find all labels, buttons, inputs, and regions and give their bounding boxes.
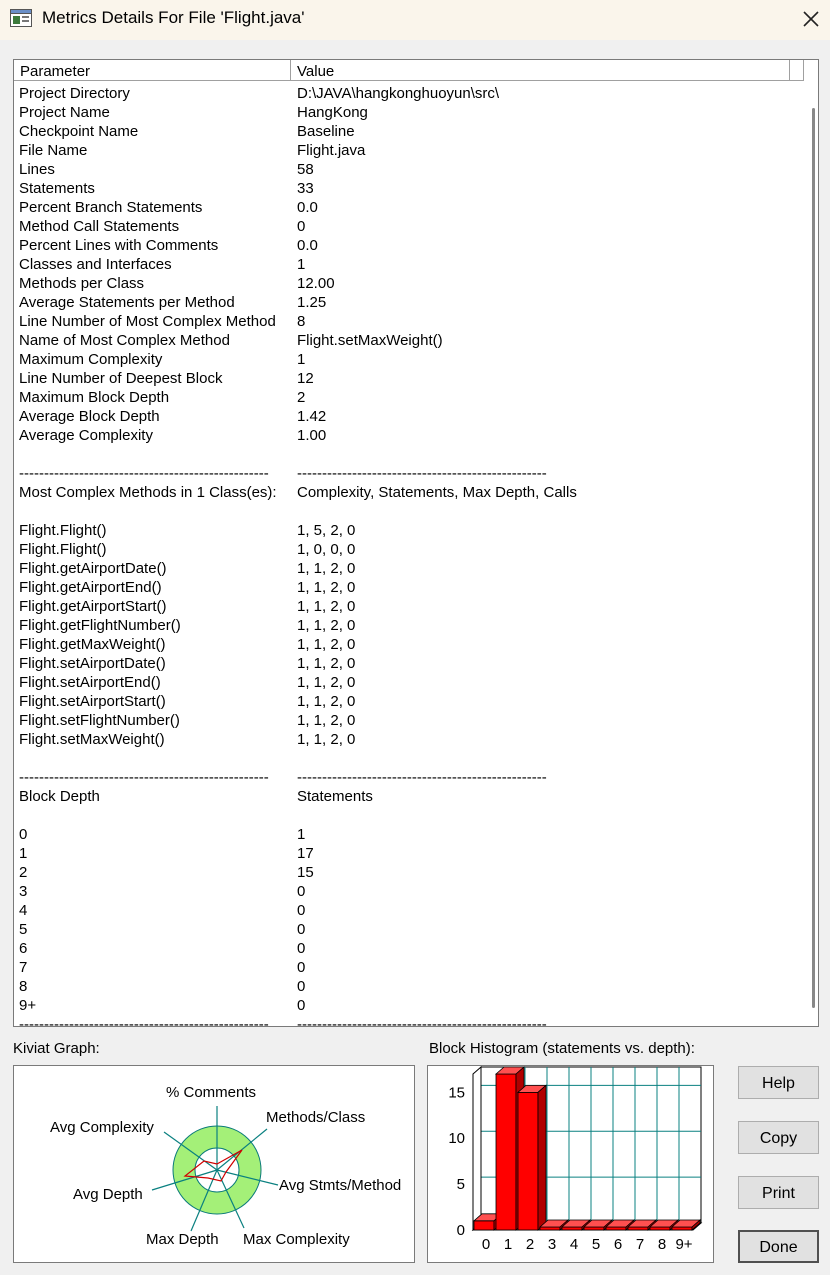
value-cell: 0: [297, 978, 306, 995]
parameter-cell: 4: [19, 902, 28, 919]
metrics-list-view[interactable]: [13, 59, 819, 1027]
histogram-x-tick-label: 5: [591, 1236, 601, 1253]
table-row[interactable]: [19, 617, 799, 636]
parameter-cell: 0: [19, 826, 28, 843]
value-cell: 1, 1, 2, 0: [297, 712, 356, 729]
value-cell: 8: [297, 313, 306, 330]
value-cell: 0: [297, 902, 306, 919]
table-row[interactable]: [19, 503, 799, 522]
histogram-panel: [427, 1065, 714, 1263]
parameter-cell: Classes and Interfaces: [19, 256, 172, 273]
print-button[interactable]: Print: [738, 1176, 819, 1209]
table-row[interactable]: [19, 712, 799, 731]
table-row[interactable]: [19, 579, 799, 598]
parameter-cell: Flight.setAirportStart(): [19, 693, 166, 710]
block-histogram-chart: [428, 1066, 713, 1262]
table-row[interactable]: [19, 85, 799, 104]
value-cell: 15: [297, 864, 314, 881]
value-cell: 17: [297, 845, 314, 862]
parameter-cell: Flight.setAirportEnd(): [19, 674, 161, 691]
histogram-bar: [496, 1074, 516, 1230]
parameter-cell: 6: [19, 940, 28, 957]
histogram-bar: [628, 1227, 648, 1230]
parameter-cell: Most Complex Methods in 1 Class(es):: [19, 484, 277, 501]
help-button[interactable]: Help: [738, 1066, 819, 1099]
title-bar: [0, 0, 830, 40]
kiviat-label-avg-stmts: Avg Stmts/Method: [279, 1177, 402, 1194]
histogram-y-tick-label: 0: [456, 1222, 465, 1239]
copy-button[interactable]: Copy: [738, 1121, 819, 1154]
table-row[interactable]: [19, 959, 799, 978]
kiviat-label-comments: % Comments: [166, 1084, 257, 1101]
parameter-cell: Percent Lines with Comments: [19, 237, 219, 254]
value-cell: 1.42: [297, 408, 327, 425]
table-row[interactable]: [19, 636, 799, 655]
value-cell: 0: [297, 997, 306, 1014]
value-cell: 1, 1, 2, 0: [297, 693, 356, 710]
histogram-x-tick-label: 7: [635, 1236, 645, 1253]
table-row[interactable]: [19, 427, 799, 446]
table-row[interactable]: [19, 161, 799, 180]
value-cell: 1.00: [297, 427, 327, 444]
parameter-cell: File Name: [19, 142, 88, 159]
table-row[interactable]: [19, 408, 799, 427]
kiviat-label-max-depth: Max Depth: [146, 1231, 219, 1248]
parameter-cell: --------------------------------------------------: [19, 769, 269, 786]
table-row[interactable]: [19, 655, 799, 674]
parameter-cell: Line Number of Most Complex Method: [19, 313, 276, 330]
value-cell: Flight.java: [297, 142, 366, 159]
histogram-left-wall: [473, 1067, 481, 1230]
parameter-cell: Flight.setMaxWeight(): [19, 731, 165, 748]
parameter-cell: Line Number of Deepest Block: [19, 370, 223, 387]
table-row[interactable]: [19, 940, 799, 959]
histogram-y-tick-label: 10: [448, 1130, 465, 1148]
kiviat-label-methods-class: Methods/Class: [266, 1109, 366, 1126]
value-cell: 1, 1, 2, 0: [297, 560, 356, 577]
value-cell: 0: [297, 921, 306, 938]
value-cell: 1, 1, 2, 0: [297, 579, 356, 596]
parameter-cell: Flight.getAirportEnd(): [19, 579, 162, 596]
table-row[interactable]: [19, 199, 799, 218]
list-header: [14, 60, 818, 82]
value-cell: 33: [297, 180, 314, 197]
parameter-cell: Flight.getMaxWeight(): [19, 636, 166, 653]
parameter-cell: Checkpoint Name: [19, 123, 139, 140]
parameter-cell: Statements: [19, 180, 95, 197]
parameter-cell: 5: [19, 921, 28, 938]
parameter-cell: Maximum Block Depth: [19, 389, 170, 406]
histogram-bar: [606, 1227, 626, 1230]
histogram-y-tick-label: 5: [456, 1176, 465, 1194]
parameter-cell: Project Name: [19, 104, 110, 121]
value-cell: Flight.setMaxWeight(): [297, 332, 443, 349]
table-row[interactable]: [19, 902, 799, 921]
table-row[interactable]: [19, 294, 799, 313]
value-cell: 12.00: [297, 275, 335, 292]
table-row[interactable]: [19, 484, 799, 503]
parameter-cell: Method Call Statements: [19, 218, 180, 235]
parameter-cell: Average Block Depth: [19, 408, 160, 425]
value-cell: --------------------------------------------------: [297, 769, 547, 786]
value-cell: 1: [297, 256, 306, 273]
value-cell: Complexity, Statements, Max Depth, Calls: [297, 484, 577, 501]
value-cell: 0: [297, 959, 306, 976]
table-row[interactable]: [19, 978, 799, 997]
table-row[interactable]: [19, 446, 799, 465]
kiviat-label-avg-complexity: Avg Complexity: [50, 1119, 154, 1136]
table-row[interactable]: [19, 693, 799, 712]
value-cell: 1: [297, 826, 306, 843]
parameter-cell: Lines: [19, 161, 55, 178]
table-row[interactable]: [19, 826, 799, 845]
table-row[interactable]: [19, 750, 799, 769]
histogram-label: Block Histogram (statements vs. depth):: [429, 1040, 695, 1057]
histogram-x-tick-label: 0: [481, 1236, 491, 1253]
histogram-bar-side: [538, 1085, 546, 1230]
histogram-x-tick-label: 8: [657, 1236, 667, 1253]
table-row[interactable]: [19, 370, 799, 389]
table-row[interactable]: [19, 104, 799, 123]
parameter-cell: 3: [19, 883, 28, 900]
table-row[interactable]: [19, 351, 799, 370]
parameter-cell: 2: [19, 864, 28, 881]
value-cell: Baseline: [297, 123, 355, 140]
column-header-parameter[interactable]: Parameter: [14, 60, 291, 81]
table-row[interactable]: [19, 465, 799, 484]
table-row[interactable]: [19, 1016, 799, 1027]
vertical-scrollbar[interactable]: [798, 82, 818, 1026]
parameter-cell: Average Complexity: [19, 427, 153, 444]
value-cell: Statements: [297, 788, 373, 805]
value-cell: 0: [297, 940, 306, 957]
histogram-x-tick-label: 3: [547, 1236, 557, 1253]
parameter-cell: Flight.getAirportStart(): [19, 598, 167, 615]
table-row[interactable]: [19, 541, 799, 560]
table-row[interactable]: [19, 921, 799, 940]
histogram-bar: [540, 1227, 560, 1230]
value-cell: 1, 1, 2, 0: [297, 655, 356, 672]
value-cell: 58: [297, 161, 314, 178]
parameter-cell: Name of Most Complex Method: [19, 332, 230, 349]
table-row[interactable]: [19, 788, 799, 807]
histogram-bar: [518, 1092, 538, 1230]
histogram-bar: [474, 1221, 494, 1230]
list-body: [19, 85, 799, 1025]
table-row[interactable]: [19, 237, 799, 256]
table-row[interactable]: [19, 674, 799, 693]
table-row[interactable]: [19, 180, 799, 199]
histogram-y-tick-label: 15: [448, 1084, 465, 1102]
value-cell: 0: [297, 218, 306, 235]
parameter-cell: Flight.getFlightNumber(): [19, 617, 181, 634]
window-title: Metrics Details For File 'Flight.java': [42, 8, 305, 27]
value-cell: 0.0: [297, 199, 318, 216]
value-cell: 1, 1, 2, 0: [297, 598, 356, 615]
parameter-cell: Methods per Class: [19, 275, 145, 292]
histogram-x-tick-label: 4: [569, 1236, 579, 1253]
parameter-cell: 1: [19, 845, 28, 862]
table-row[interactable]: [19, 997, 799, 1016]
parameter-cell: --------------------------------------------------: [19, 465, 269, 482]
histogram-x-tick-label: 6: [613, 1236, 623, 1253]
table-row[interactable]: [19, 845, 799, 864]
parameter-cell: Block Depth: [19, 788, 100, 805]
table-row[interactable]: [19, 598, 799, 617]
table-row[interactable]: [19, 522, 799, 541]
done-button[interactable]: Done: [738, 1230, 819, 1263]
table-row[interactable]: [19, 256, 799, 275]
value-cell: 2: [297, 389, 306, 406]
kiviat-label-avg-depth: Avg Depth: [73, 1186, 143, 1203]
value-cell: 1, 1, 2, 0: [297, 674, 356, 691]
column-header-filler: [790, 60, 804, 81]
table-row[interactable]: [19, 389, 799, 408]
value-cell: HangKong: [297, 104, 368, 121]
histogram-x-tick-label: 1: [503, 1236, 513, 1253]
value-cell: 1: [297, 351, 306, 368]
column-header-value[interactable]: Value: [291, 60, 790, 81]
table-row[interactable]: [19, 883, 799, 902]
kiviat-graph-label: Kiviat Graph:: [13, 1040, 100, 1057]
parameter-cell: Flight.setFlightNumber(): [19, 712, 180, 729]
value-cell: 1.25: [297, 294, 327, 311]
value-cell: 1, 0, 0, 0: [297, 541, 356, 558]
histogram-x-tick-label: 2: [525, 1236, 535, 1253]
table-row[interactable]: [19, 560, 799, 579]
parameter-cell: --------------------------------------------------: [19, 1016, 269, 1027]
value-cell: 1, 1, 2, 0: [297, 636, 356, 653]
table-row[interactable]: [19, 332, 799, 351]
histogram-x-tick-label: 9+: [675, 1236, 693, 1253]
parameter-cell: Flight.getAirportDate(): [19, 560, 167, 577]
histogram-bar: [584, 1227, 604, 1230]
close-icon[interactable]: [794, 2, 828, 36]
histogram-bar: [672, 1227, 692, 1230]
parameter-cell: Maximum Complexity: [19, 351, 163, 368]
parameter-cell: Project Directory: [19, 85, 130, 102]
value-cell: D:\JAVA\hangkonghuoyun\src\: [297, 85, 500, 102]
table-row[interactable]: [19, 142, 799, 161]
value-cell: 0.0: [297, 237, 318, 254]
parameter-cell: Average Statements per Method: [19, 294, 235, 311]
kiviat-graph-panel: [13, 1065, 415, 1263]
scrollbar-thumb[interactable]: [812, 108, 815, 1008]
table-row[interactable]: [19, 807, 799, 826]
kiviat-graph: [14, 1066, 414, 1262]
table-row[interactable]: [19, 218, 799, 237]
histogram-bar: [562, 1227, 582, 1230]
value-cell: 1, 1, 2, 0: [297, 731, 356, 748]
table-row[interactable]: [19, 731, 799, 750]
value-cell: --------------------------------------------------: [297, 1016, 547, 1027]
parameter-cell: 8: [19, 978, 28, 995]
parameter-cell: Flight.Flight(): [19, 522, 107, 539]
table-row[interactable]: [19, 313, 799, 332]
value-cell: --------------------------------------------------: [297, 465, 547, 482]
table-row[interactable]: [19, 275, 799, 294]
table-row[interactable]: [19, 123, 799, 142]
value-cell: 1, 1, 2, 0: [297, 617, 356, 634]
value-cell: 1, 5, 2, 0: [297, 522, 356, 539]
window-app-icon: [10, 9, 32, 27]
parameter-cell: 9+: [19, 997, 37, 1014]
parameter-cell: Percent Branch Statements: [19, 199, 203, 216]
parameter-cell: 7: [19, 959, 28, 976]
value-cell: 0: [297, 883, 306, 900]
parameter-cell: Flight.Flight(): [19, 541, 107, 558]
value-cell: 12: [297, 370, 314, 387]
table-row[interactable]: [19, 864, 799, 883]
table-row[interactable]: [19, 769, 799, 788]
kiviat-label-max-complexity: Max Complexity: [243, 1231, 350, 1248]
parameter-cell: Flight.setAirportDate(): [19, 655, 166, 672]
histogram-bar: [650, 1227, 670, 1230]
